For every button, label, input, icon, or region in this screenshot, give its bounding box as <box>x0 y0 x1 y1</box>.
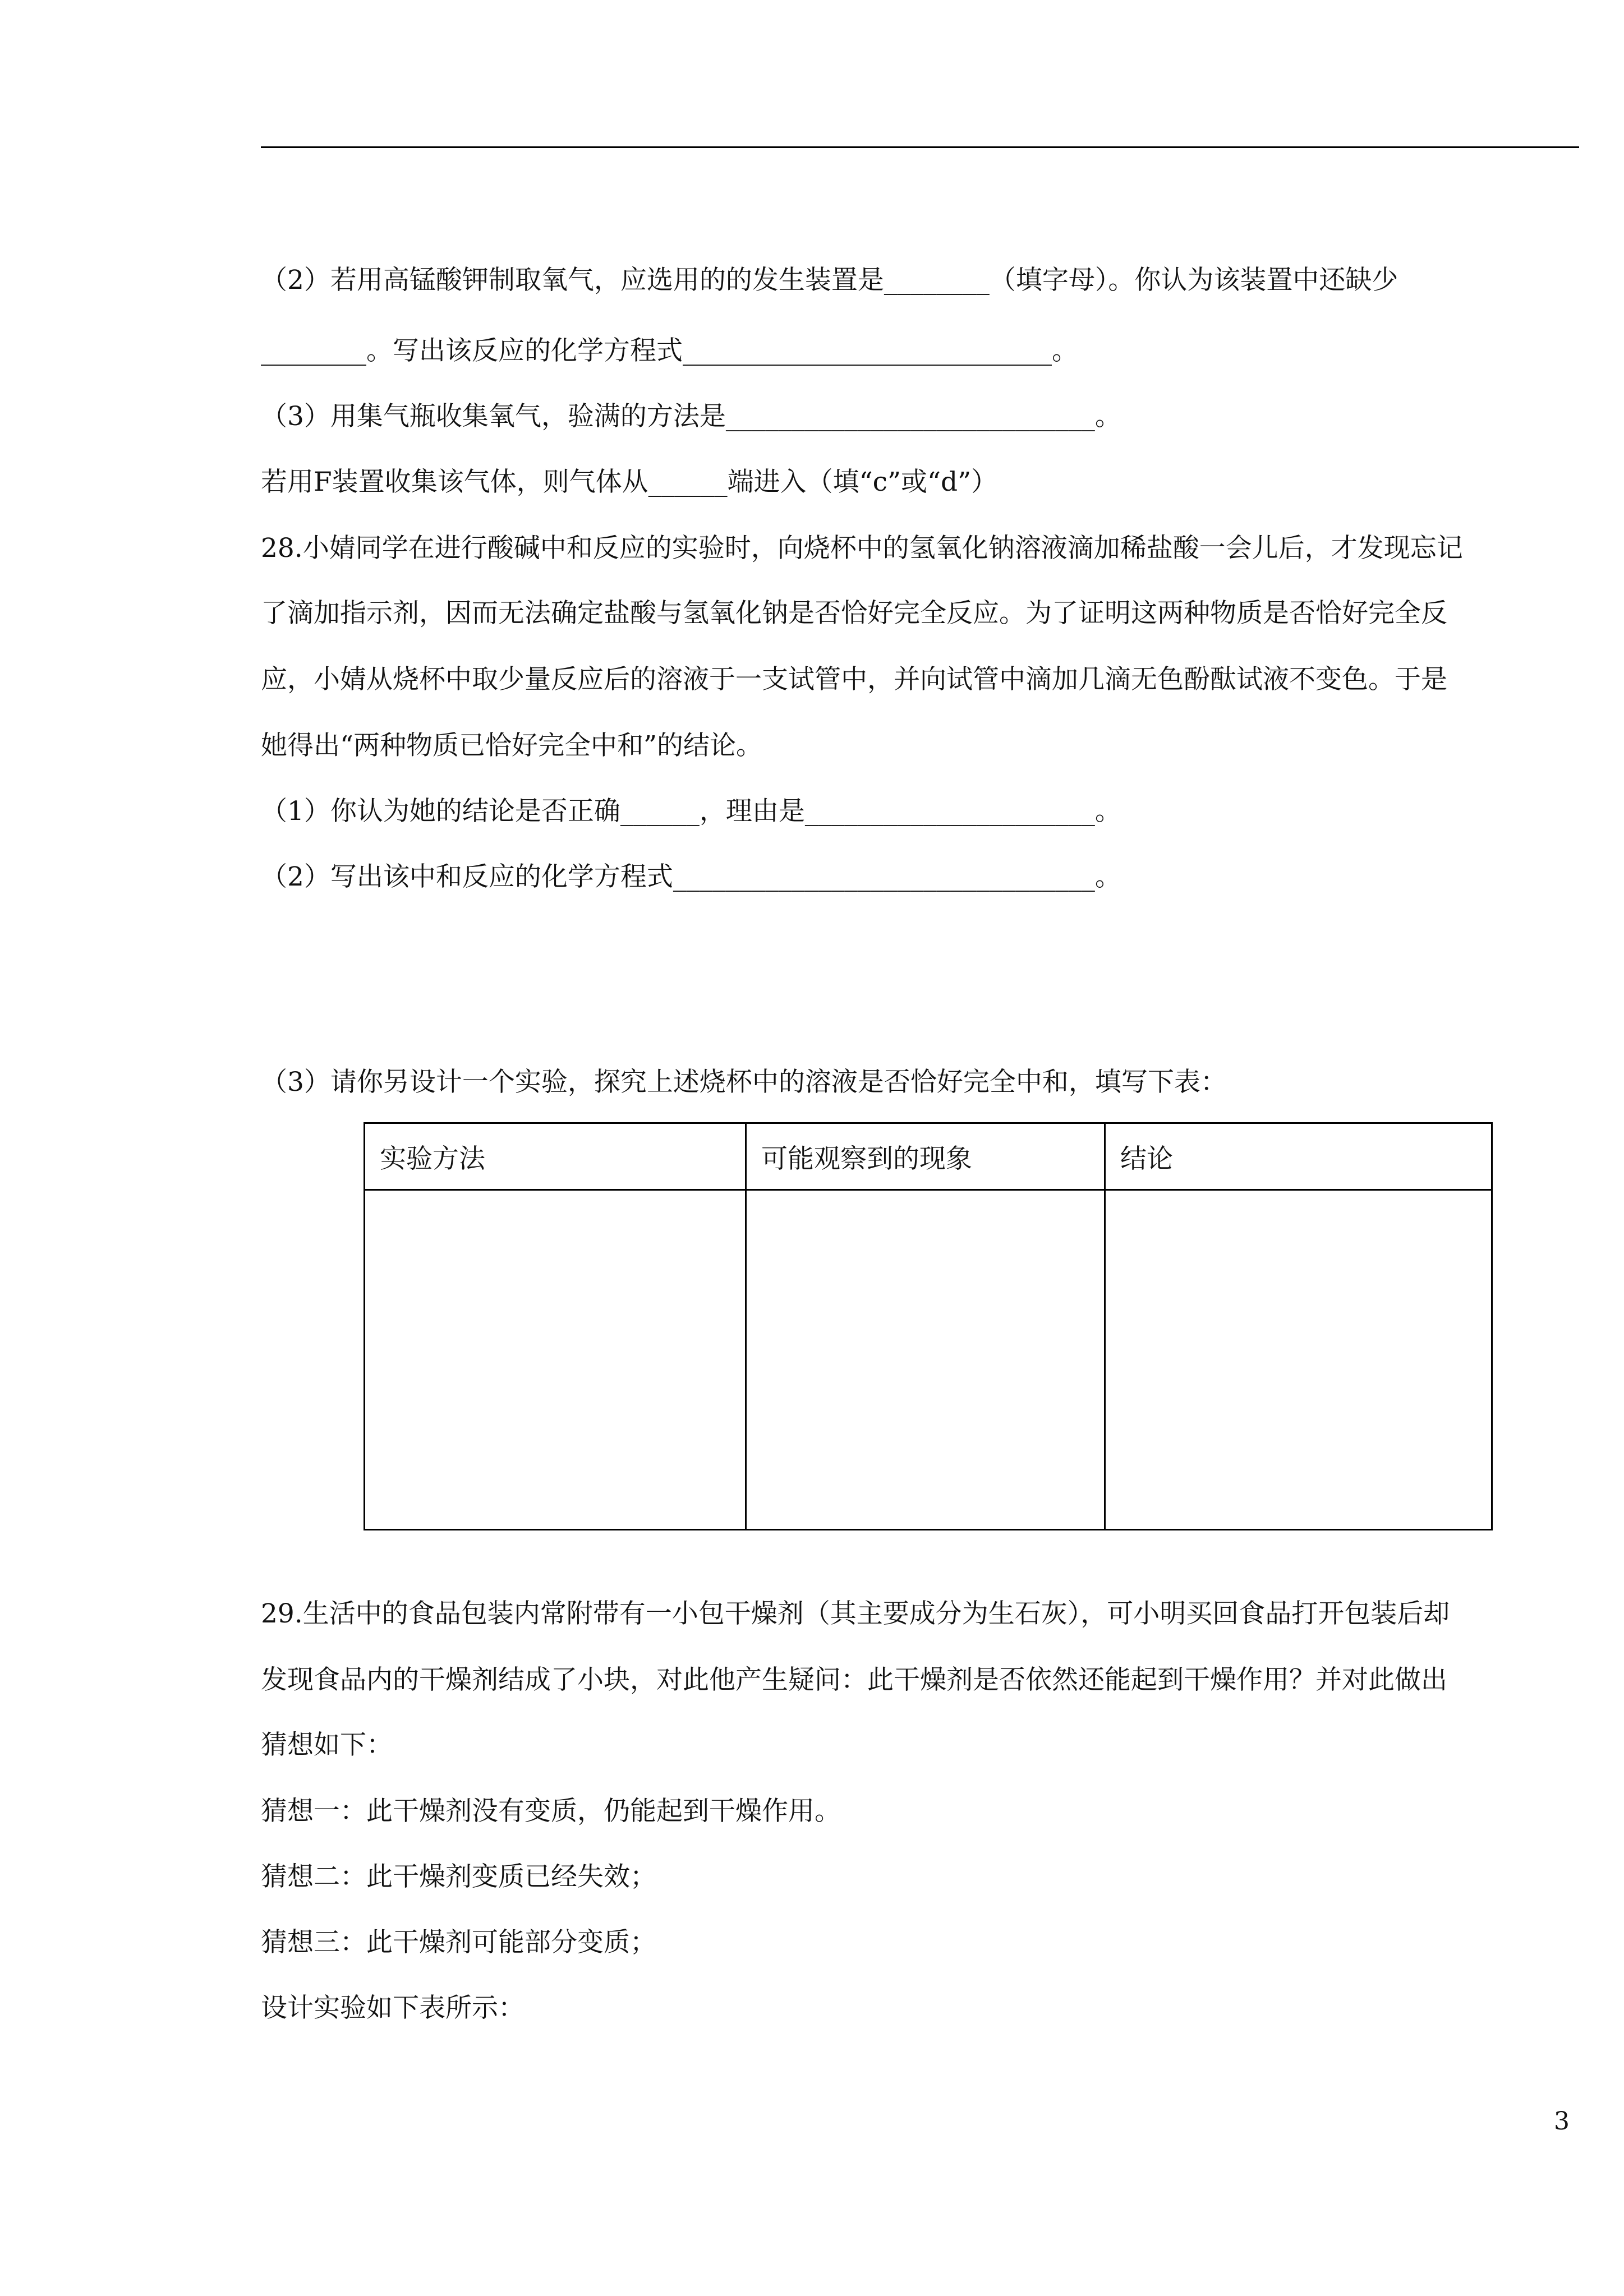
q28-2-line: （2）写出该中和反应的化学方程式________________________________。 <box>261 861 1121 892</box>
q28-3-line: （3）请你另设计一个实验，探究上述烧杯中的溶液是否恰好完全中和，填写下表： <box>261 1067 1227 1098</box>
experiment-table <box>364 1122 1493 1530</box>
table-header-method: 实验方法 <box>365 1123 746 1190</box>
q27-2-line-1: （2）若用高锰酸钾制取氧气，应选用的的发生装置是________（填字母）。你认为该装置中还缺少 <box>261 265 1398 296</box>
table-row <box>365 1190 1492 1530</box>
table-header-row <box>365 1123 1492 1190</box>
q29-stem-line-1: 29.生活中的食品包装内常附带有一小包干燥剂（其主要成分为生石灰），可小明买回食品打开包装后却 <box>261 1598 1450 1629</box>
header-rule <box>261 146 1579 148</box>
q27-2-line-2: ________。写出该反应的化学方程式____________________________。 <box>261 335 1078 366</box>
q28-stem-line-1: 28.小婧同学在进行酸碱中和反应的实验时，向烧杯中的氢氧化钠溶液滴加稀盐酸一会儿后，才发现忘记 <box>261 533 1463 564</box>
q29-guess-2: 猜想二：此干燥剂变质已经失效； <box>261 1861 656 1892</box>
q29-guess-1: 猜想一：此干燥剂没有变质，仍能起到干燥作用。 <box>261 1796 841 1827</box>
page-number: 3 <box>1554 2107 1570 2136</box>
q29-stem-line-2: 发现食品内的干燥剂结成了小块，对此他产生疑问：此干燥剂是否依然还能起到干燥作用？并对此做出 <box>261 1665 1447 1695</box>
table-header-phenomenon: 可能观察到的现象 <box>746 1123 1105 1190</box>
q29-design-line: 设计实验如下表所示： <box>261 1993 525 2023</box>
table-cell-conclusion[interactable] <box>1105 1190 1492 1530</box>
q28-1-line: （1）你认为她的结论是否正确______，理由是______________________。 <box>261 796 1121 827</box>
table-cell-phenomenon[interactable] <box>746 1190 1105 1530</box>
q29-guess-3: 猜想三：此干燥剂可能部分变质； <box>261 1927 656 1958</box>
q28-stem-line-4: 她得出“两种物质已恰好完全中和”的结论。 <box>261 730 763 761</box>
table-header-conclusion: 结论 <box>1105 1123 1492 1190</box>
q27-3-line-1: （3）用集气瓶收集氧气，验满的方法是____________________________。 <box>261 401 1121 432</box>
q29-stem-line-3: 猜想如下： <box>261 1730 393 1760</box>
table-cell-method[interactable] <box>365 1190 746 1530</box>
q27-3-line-2: 若用F装置收集该气体，则气体从______端进入（填“c”或“d”） <box>261 467 998 497</box>
q28-stem-line-3: 应，小婧从烧杯中取少量反应后的溶液于一支试管中，并向试管中滴加几滴无色酚酞试液不变色。于是 <box>261 664 1447 695</box>
q28-stem-line-2: 了滴加指示剂，因而无法确定盐酸与氢氧化钠是否恰好完全反应。为了证明这两种物质是否恰好完全反 <box>261 598 1447 629</box>
